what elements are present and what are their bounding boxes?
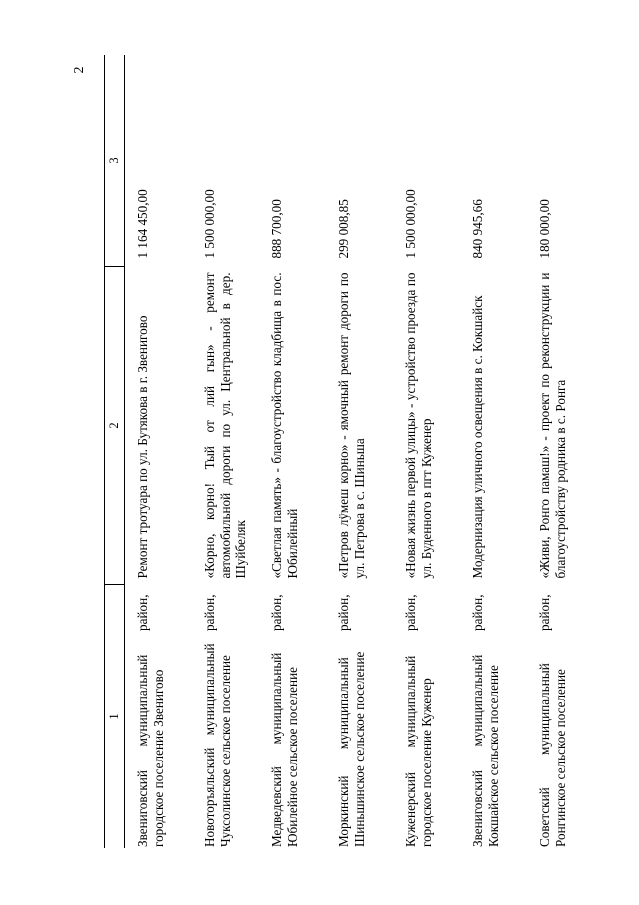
district-cell: Новоторъяльский муниципальный район, Чуксолинское сельское поселение: [202, 594, 233, 847]
amount-cell: 1 500 000,00: [403, 189, 418, 259]
district-cell: Советский муниципальный район, Ронгинское сельское поселение: [537, 594, 568, 847]
district-cell: Моркинский муниципальный район, Шиньшинское сельское поселение: [336, 594, 367, 847]
amount-cell: 180 000,00: [537, 199, 552, 259]
page-number: 2: [72, 66, 87, 74]
district-cell: Звениговский муниципальный район, Кокшайское сельское поселение: [470, 594, 501, 847]
table-row: [259, 55, 326, 848]
column-header-3: 3: [105, 55, 125, 267]
table-row: [393, 55, 460, 848]
column-header-1: 1: [105, 585, 125, 849]
table-row: [527, 55, 594, 848]
district-cell: Куженерский муниципальный район, городское поселение Куженер: [403, 594, 434, 847]
table-row: [125, 55, 193, 848]
district-cell: Звениговский муниципальный район, городское поселение Звенигово: [135, 594, 166, 847]
amount-cell: 840 945,66: [470, 199, 485, 259]
project-cell: «Корно, корно! Тый от лий гын» - ремонт автомобильной дороги по ул. Центральной в дер. Шуйбеляк: [202, 272, 248, 579]
column-header-2: 2: [105, 267, 125, 585]
amount-cell: 888 700,00: [269, 199, 284, 259]
table-row: [192, 55, 259, 848]
project-cell: Модернизация уличного освещения в с. Кокшайск: [470, 295, 485, 579]
amount-cell: 299 008,85: [336, 199, 351, 259]
project-cell: «Живи, Ронго памаш!» - проект по реконструкции и благоустройству родника в с. Ронга: [537, 272, 568, 579]
project-cell: «Новая жизнь первой улицы» - устройство проезда по ул. Буденного в пгт Куженер: [403, 272, 434, 579]
project-cell: «Светлая память» - благоустройство кладбища в пос. Юбилейный: [269, 272, 300, 579]
project-cell: Ремонт тротуара по ул. Бутякова в г. Звенигово: [135, 315, 150, 579]
amount-cell: 1 500 000,00: [202, 189, 217, 259]
project-cell: «Петров лӱмеш корно» - ямочный ремонт дороги по ул. Петрова в с. Шиньша: [336, 272, 367, 579]
district-cell: Медведевский муниципальный район, Юбилейное сельское поселение: [269, 594, 300, 847]
column-number-row: [105, 55, 125, 848]
rotated-table-wrapper: [104, 57, 580, 848]
amount-cell: 1 164 450,00: [135, 189, 150, 259]
table-row: [460, 55, 527, 848]
table-row: [326, 55, 393, 848]
projects-table: [104, 55, 594, 848]
